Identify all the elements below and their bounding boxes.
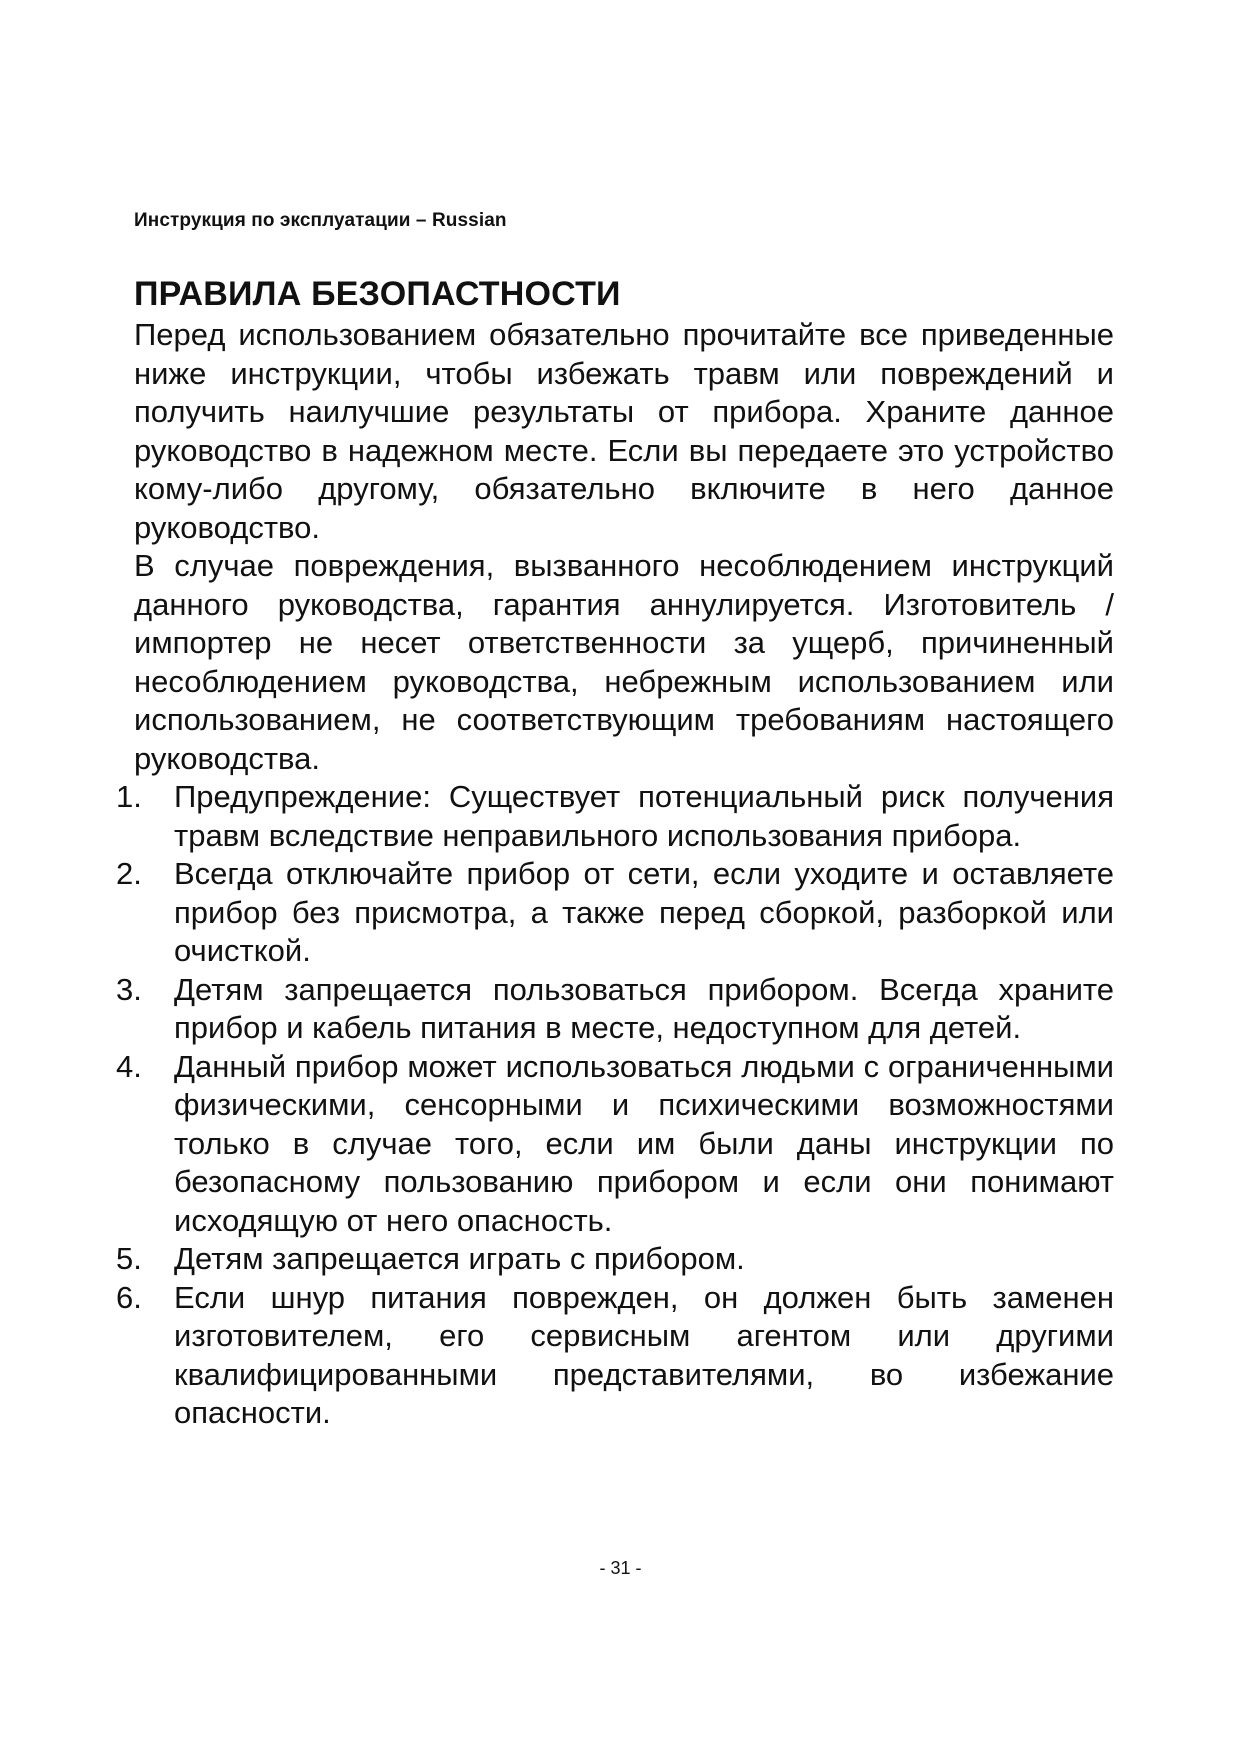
list-item-number: 4. — [116, 1048, 142, 1084]
list-item-number: 3. — [116, 971, 142, 1007]
list-item-number: 2. — [116, 856, 142, 891]
list-item-number: 1. — [116, 779, 142, 814]
list-item — [116, 1048, 1114, 1241]
list-item-text: Предупреждение: Существует потенциальный риск получения травм вследствие неправильного использования прибора. — [174, 779, 1114, 853]
list-item-text: Детям запрещается пользоваться прибором. Всегда храните прибор и кабель питания в месте, недоступном для детей. — [174, 971, 1114, 1045]
list-item-number: 6. — [116, 1279, 142, 1315]
list-item-text: Данный прибор может использоваться людьми с ограниченными физическими, сенсорными и психическими возможностями только в случае того, если им были даны инструкции по безопасному пользованию прибором и если они понимают исходящую от него опасность. — [174, 1048, 1114, 1238]
page-number: - 31 - — [599, 1558, 642, 1578]
list-item — [116, 855, 1114, 971]
list-item-text: Если шнур питания поврежден, он должен быть заменен изготовителем, его сервисным агентом или другими квалифицированными представителями, во избежание опасности. — [174, 1279, 1114, 1430]
safety-list — [116, 778, 1114, 1433]
list-item-number: 5. — [116, 1241, 142, 1276]
safety-section — [116, 272, 1114, 1433]
section-title: ПРАВИЛА БЕЗОПАСТНОСТИ — [134, 275, 621, 313]
warranty-paragraph: В случае повреждения, вызванного несоблюдением инструкций данного руководства, гарантия аннулируется. Изготовитель / импортер не несет ответственности за ущерб, причиненный несоблюдением руководства, небрежным использованием или использованием, не соответствующим требованиям настоящего руководства. — [134, 548, 1114, 776]
list-item — [116, 971, 1114, 1048]
list-item-text: Всегда отключайте прибор от сети, если уходите и оставляете прибор без присмотра, а также перед сборкой, разборкой или очисткой. — [174, 856, 1114, 968]
list-item — [116, 1240, 1114, 1279]
list-item — [116, 778, 1114, 855]
document-header: Инструкция по эксплуатации – Russian — [134, 210, 507, 231]
list-item-text: Детям запрещается играть с прибором. — [174, 1241, 745, 1276]
intro-paragraph: Перед использованием обязательно прочитайте все приведенные ниже инструкции, чтобы избежать травм или повреждений и получить наилучшие результаты от прибора. Храните данное руководство в надежном месте. Если вы передаете это устройство кому-либо другому, обязательно включите в него данное руководство. — [134, 317, 1114, 545]
list-item — [116, 1279, 1114, 1433]
